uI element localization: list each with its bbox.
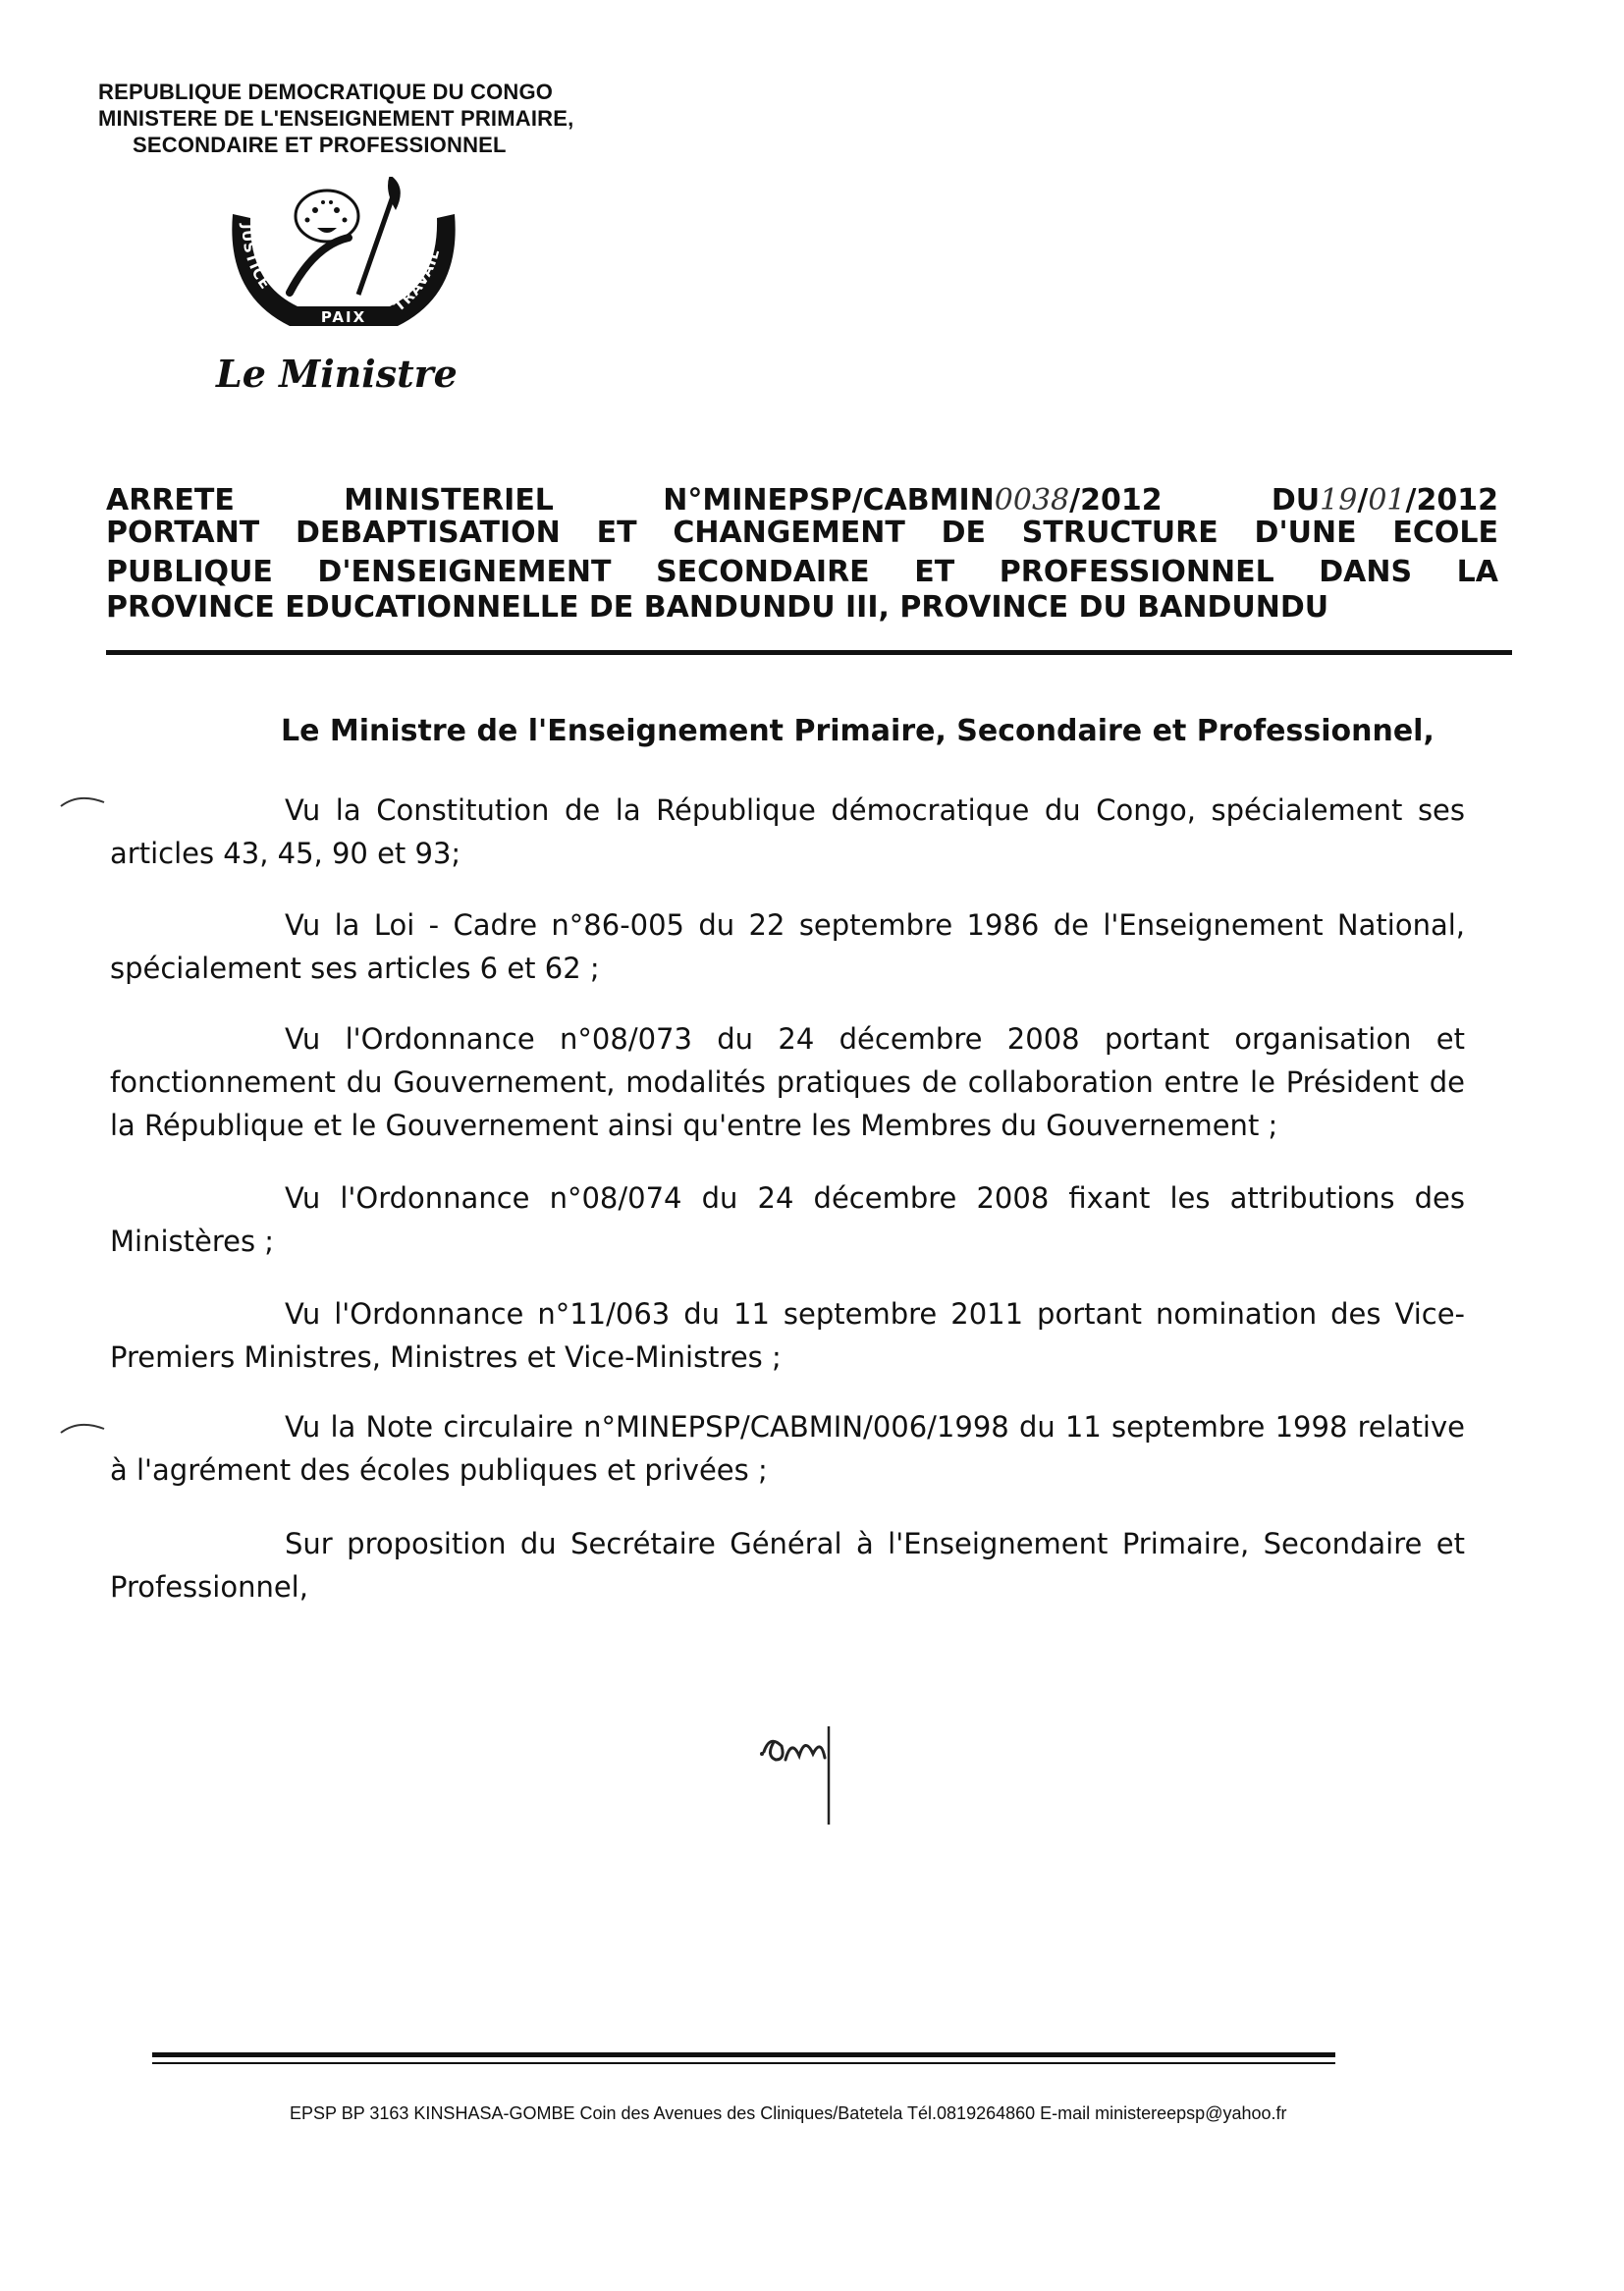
recital-proposition: Sur proposition du Secrétaire Général à l'Enseignement Primaire, Secondaire et Professionnel, [110,1527,1465,1604]
footer-divider-thin [152,2062,1335,2064]
title-word-ministeriel: MINISTERIEL [344,483,554,518]
letterhead-ministry-line2: SECONDAIRE ET PROFESSIONNEL [133,133,507,157]
margin-tick-mark-icon [59,791,108,810]
title-divider [106,650,1512,655]
signature-title: Le Ministre [216,352,458,396]
recital-loi-cadre: Vu la Loi - Cadre n°86-005 du 22 septembre 1986 de l'Enseignement National, spécialement ses articles 6 et 62 ; [110,908,1465,985]
coat-of-arms-emblem-icon [221,177,466,344]
decree-ref-handwritten-number: 0038 [994,483,1070,518]
recital-ordonnance-08-073: Vu l'Ordonnance n°08/073 du 24 décembre 2008 portant organisation et fonctionnement du Gouvernement, modalités pratiques de collaboration entre le Président de la République et le Gouvernement ainsi qu'entre les Membres du Gouvernement ; [110,1022,1465,1142]
decree-title-line4: PROVINCE EDUCATIONNELLE DE BANDUNDU III, PROVINCE DU BANDUNDU [106,590,1329,625]
minister-heading: Le Ministre de l'Enseignement Primaire, Secondaire et Professionnel, [281,714,1435,748]
recital-note-circulaire: Vu la Note circulaire n°MINEPSP/CABMIN/006/1998 du 11 septembre 1998 relative à l'agrément des écoles publiques et privées ; [110,1410,1465,1487]
letterhead-ministry-line1: MINISTERE DE L'ENSEIGNEMENT PRIMAIRE, [98,106,574,131]
handwritten-initials-signature-icon [756,1717,864,1834]
decree-ref-prefix: N°MINEPSP/CABMIN [663,483,995,518]
emblem-motto-bottom: PAIX [320,308,367,326]
decree-date-day: 19 [1320,483,1358,518]
decree-title-line3: PUBLIQUE D'ENSEIGNEMENT SECONDAIRE ET PROFESSIONNEL DANS LA [106,555,1498,589]
footer-contact-info: EPSP BP 3163 KINSHASA-GOMBE Coin des Avenues des Cliniques/Batetela Tél.0819264860 E-mail ministereepsp@yahoo.fr [290,2103,1287,2123]
recital-ordonnance-08-074: Vu l'Ordonnance n°08/074 du 24 décembre 2008 fixant les attributions des Ministères ; [110,1181,1465,1258]
decree-date-prefix: DU [1271,483,1321,518]
decree-date-year: /2012 [1405,483,1498,518]
footer-divider-thick [152,2052,1335,2057]
decree-ref-suffix: /2012 [1069,483,1163,518]
decree-date-month: 01 [1368,483,1406,518]
recital-constitution: Vu la Constitution de la République démocratique du Congo, spécialement ses articles 43, 45, 90 et 93; [110,793,1465,870]
margin-tick-mark-icon [59,1417,108,1437]
letterhead-country: REPUBLIQUE DEMOCRATIQUE DU CONGO [98,80,554,104]
recital-ordonnance-11-063: Vu l'Ordonnance n°11/063 du 11 septembre 2011 portant nomination des Vice-Premiers Ministres, Ministres et Vice-Ministres ; [110,1297,1465,1374]
title-word-arrete: ARRETE [106,483,235,518]
emblem-motto-right: TRAVAIL [390,246,444,315]
decree-date-separator: / [1357,483,1369,518]
decree-title-line2: PORTANT DEBAPTISATION ET CHANGEMENT DE STRUCTURE D'UNE ECOLE [106,516,1498,550]
emblem-motto-left: JUSTICE [238,223,275,294]
